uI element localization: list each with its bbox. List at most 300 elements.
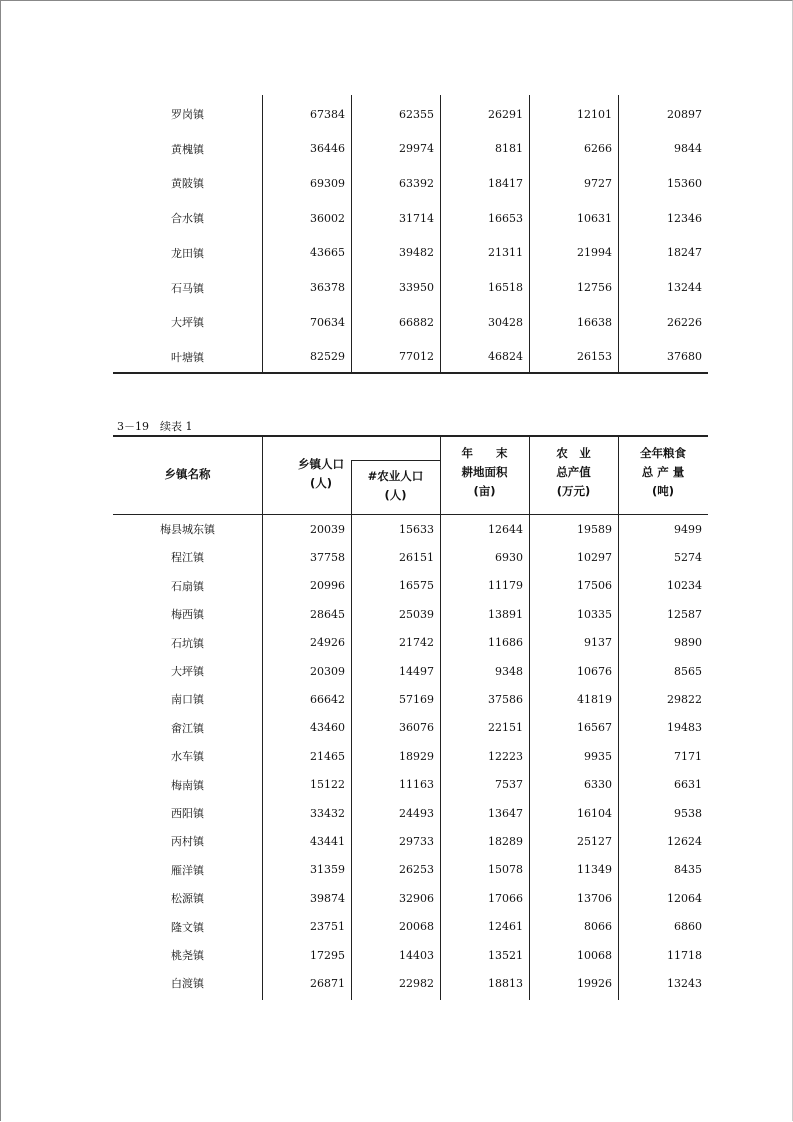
header-grain-line3: (吨) (651, 484, 674, 498)
value: 20039 (310, 522, 345, 536)
value-cell (351, 543, 440, 571)
town-name-cell (113, 100, 262, 128)
value-cell (618, 941, 708, 969)
town-name: 大坪镇 (171, 316, 204, 330)
value: 13647 (488, 806, 523, 820)
town-name: 桃尧镇 (171, 949, 204, 962)
value-cell (618, 913, 708, 941)
town-name: 合水镇 (171, 212, 204, 226)
value-cell (618, 657, 708, 685)
value-cell (618, 274, 708, 302)
value-cell (262, 572, 351, 600)
value: 17066 (488, 891, 523, 905)
value: 6930 (495, 550, 523, 564)
value-cell (529, 204, 618, 232)
value-cell (440, 600, 529, 628)
value-cell (262, 343, 351, 371)
value: 12223 (488, 749, 523, 763)
value-cell (262, 543, 351, 571)
value-cell (529, 343, 618, 371)
value: 25039 (399, 607, 434, 621)
value: 10297 (577, 550, 612, 564)
value: 28645 (310, 607, 345, 621)
value: 9348 (495, 664, 523, 678)
header-output-line1: 农 业 (556, 446, 591, 460)
town-name-cell (113, 343, 262, 371)
value: 29974 (399, 142, 434, 156)
table-row (113, 515, 708, 543)
town-name-cell (113, 239, 262, 267)
value: 6631 (674, 778, 702, 792)
header-grain-line2: 总 产 量 (641, 465, 685, 479)
value-cell (262, 884, 351, 912)
value: 19589 (577, 522, 612, 536)
table-row (113, 827, 708, 855)
value-cell (351, 600, 440, 628)
value: 33432 (310, 806, 345, 820)
value-cell (351, 827, 440, 855)
value-cell (529, 100, 618, 128)
value-cell (618, 515, 708, 543)
value: 20996 (310, 579, 345, 593)
value: 37680 (667, 350, 702, 364)
town-name: 南口镇 (171, 693, 204, 707)
value-cell (618, 856, 708, 884)
value: 26151 (399, 550, 434, 564)
value-cell (440, 827, 529, 855)
header-agri-population-line1: #农业人口 (367, 469, 424, 483)
value-cell (262, 827, 351, 855)
town-name-cell (113, 572, 262, 600)
value: 7537 (495, 778, 523, 792)
value-cell (262, 856, 351, 884)
value-cell (351, 884, 440, 912)
value: 10335 (577, 607, 612, 621)
value: 13521 (488, 948, 523, 962)
value: 13706 (577, 891, 612, 905)
value: 32906 (399, 891, 434, 905)
value: 26871 (310, 976, 345, 990)
value: 66882 (399, 315, 434, 329)
value: 8066 (584, 920, 612, 934)
value: 12064 (667, 891, 702, 905)
value-cell (529, 657, 618, 685)
value: 16575 (399, 579, 434, 593)
value-cell (618, 308, 708, 336)
value-cell (529, 742, 618, 770)
town-name: 水车镇 (171, 750, 204, 764)
value-cell (529, 827, 618, 855)
value: 63392 (399, 176, 434, 190)
value-cell (529, 969, 618, 997)
table-row (113, 572, 708, 600)
value: 6330 (584, 778, 612, 792)
value-cell (618, 742, 708, 770)
value: 24926 (310, 636, 345, 650)
value-cell (351, 572, 440, 600)
value: 12756 (577, 281, 612, 294)
town-name: 石扇镇 (171, 579, 204, 593)
town-name-cell (113, 969, 262, 997)
value-cell (262, 239, 351, 267)
table-row (113, 969, 708, 997)
value-cell (262, 629, 351, 657)
value: 20068 (399, 920, 434, 934)
header-land-line1: 年 末 (461, 446, 508, 460)
value-cell (351, 969, 440, 997)
value: 43665 (310, 246, 345, 260)
value-cell (351, 343, 440, 371)
value-cell (351, 941, 440, 969)
value-cell (262, 169, 351, 197)
value-cell (529, 884, 618, 912)
value: 10631 (577, 211, 612, 225)
table-row (113, 308, 708, 336)
value-cell (618, 239, 708, 267)
value-cell (529, 685, 618, 713)
table-row (113, 714, 708, 742)
town-name: 黄陂镇 (171, 177, 204, 191)
value-cell (440, 799, 529, 827)
value: 57169 (399, 692, 434, 706)
value-cell (351, 204, 440, 232)
value-cell (440, 274, 529, 302)
value-cell (262, 799, 351, 827)
table-row (113, 657, 708, 685)
town-name-cell (113, 308, 262, 336)
value: 14497 (399, 664, 434, 678)
table-row (113, 771, 708, 799)
table-row (113, 799, 708, 827)
value-cell (440, 657, 529, 685)
value: 9890 (674, 636, 702, 650)
value-cell (618, 969, 708, 997)
value: 13243 (667, 976, 702, 990)
value: 29733 (399, 834, 434, 848)
value-cell (262, 941, 351, 969)
table-row (113, 239, 708, 267)
value: 19926 (577, 976, 612, 990)
value: 46824 (488, 350, 523, 364)
value: 6266 (584, 142, 612, 156)
value: 82529 (310, 350, 345, 364)
value-cell (529, 135, 618, 163)
value: 12346 (667, 211, 702, 225)
value: 17295 (310, 948, 345, 962)
value: 16653 (488, 211, 523, 225)
town-name: 畲江镇 (171, 721, 204, 735)
value-cell (440, 308, 529, 336)
value: 9844 (674, 142, 702, 156)
value: 20897 (667, 107, 702, 121)
value: 13244 (667, 281, 702, 294)
town-name: 黄槐镇 (171, 142, 204, 156)
value: 21742 (399, 636, 434, 650)
town-name-cell (113, 685, 262, 713)
header-output-line2: 总产值 (556, 465, 591, 479)
value: 10068 (577, 948, 612, 962)
value-cell (618, 629, 708, 657)
value: 9935 (584, 749, 612, 763)
town-name-cell (113, 274, 262, 302)
value: 18247 (667, 246, 702, 260)
value: 26253 (399, 863, 434, 877)
value-cell (351, 714, 440, 742)
value: 26153 (577, 350, 612, 364)
value: 16104 (577, 806, 612, 820)
value: 31359 (310, 863, 345, 877)
value: 21465 (310, 749, 345, 763)
value: 11686 (488, 636, 523, 650)
value-cell (262, 771, 351, 799)
value: 15078 (488, 863, 523, 877)
value-cell (618, 685, 708, 713)
header-population-line1: 乡镇人口 (298, 457, 344, 471)
value-cell (440, 629, 529, 657)
value-cell (618, 600, 708, 628)
value: 36076 (399, 721, 434, 735)
value: 37758 (310, 550, 345, 564)
value: 33950 (399, 281, 434, 294)
town-name-cell (113, 169, 262, 197)
value-cell (618, 100, 708, 128)
value-cell (529, 572, 618, 600)
town-name: 石坑镇 (171, 636, 204, 650)
table-row (113, 742, 708, 770)
table-caption: 3－19 续表 1 (117, 420, 193, 433)
value-cell (262, 600, 351, 628)
value: 36002 (310, 211, 345, 225)
value: 15122 (310, 778, 345, 792)
town-name: 白渡镇 (171, 977, 204, 991)
value-cell (529, 856, 618, 884)
value-cell (262, 742, 351, 770)
header-grain (618, 444, 708, 501)
town-name: 西阳镇 (171, 807, 204, 820)
value: 36446 (310, 142, 345, 156)
value-cell (351, 856, 440, 884)
value-cell (351, 308, 440, 336)
town-name: 松源镇 (171, 892, 204, 906)
value: 12461 (488, 920, 523, 934)
value: 36378 (310, 281, 345, 294)
value: 21311 (488, 246, 523, 260)
value: 13891 (488, 607, 523, 621)
value-cell (440, 771, 529, 799)
value: 9499 (674, 522, 702, 536)
table-row (113, 941, 708, 969)
town-name-cell (113, 799, 262, 827)
town-name-cell (113, 913, 262, 941)
value-cell (440, 239, 529, 267)
value: 22982 (399, 976, 434, 990)
value: 43460 (310, 721, 345, 735)
value-cell (262, 515, 351, 543)
value-cell (351, 100, 440, 128)
value: 18813 (488, 976, 523, 990)
top-table (113, 95, 708, 375)
town-name-cell (113, 135, 262, 163)
town-name: 丙村镇 (171, 835, 204, 849)
town-name: 雁洋镇 (171, 863, 204, 877)
value-cell (618, 543, 708, 571)
value: 11718 (667, 948, 702, 962)
table-row (113, 685, 708, 713)
town-name-cell (113, 884, 262, 912)
value-cell (351, 685, 440, 713)
value: 39874 (310, 891, 345, 905)
value-cell (351, 799, 440, 827)
table-bottom-rule (113, 372, 708, 374)
header-output (529, 444, 618, 501)
value-cell (440, 169, 529, 197)
table-row (113, 343, 708, 371)
value: 43441 (310, 834, 345, 848)
town-name: 罗岗镇 (171, 108, 204, 121)
value-cell (351, 913, 440, 941)
header-land-line3: (亩) (473, 484, 496, 498)
value-cell (351, 239, 440, 267)
value: 7171 (674, 749, 702, 763)
value: 17506 (577, 579, 612, 593)
value: 20309 (310, 664, 345, 678)
value: 16518 (488, 281, 523, 294)
value-cell (529, 239, 618, 267)
value: 18289 (488, 834, 523, 848)
value: 15633 (399, 522, 434, 536)
value-cell (351, 515, 440, 543)
value: 26226 (667, 315, 702, 329)
value: 26291 (488, 107, 523, 121)
value-cell (618, 169, 708, 197)
value-cell (440, 543, 529, 571)
value: 10234 (667, 579, 702, 593)
value-cell (529, 600, 618, 628)
value-cell (529, 771, 618, 799)
value: 12624 (667, 834, 702, 848)
value: 66642 (310, 692, 345, 706)
value: 12644 (488, 522, 523, 536)
town-name: 龙田镇 (171, 246, 204, 260)
value-cell (351, 274, 440, 302)
value: 9538 (674, 806, 702, 820)
town-name: 大坪镇 (171, 665, 204, 678)
value-cell (440, 714, 529, 742)
value: 41819 (577, 692, 612, 706)
value-cell (440, 100, 529, 128)
value: 10676 (577, 664, 612, 678)
value-cell (440, 343, 529, 371)
town-name: 梅县城东镇 (160, 523, 215, 536)
value-cell (262, 714, 351, 742)
value: 21994 (577, 246, 612, 260)
value-cell (440, 742, 529, 770)
main-table (113, 435, 708, 1000)
value: 18929 (399, 749, 434, 763)
value-cell (529, 629, 618, 657)
value: 8435 (674, 863, 702, 877)
value-cell (351, 135, 440, 163)
town-name: 梅南镇 (171, 778, 204, 792)
value: 11349 (577, 863, 612, 877)
value: 77012 (399, 350, 434, 364)
value-cell (440, 572, 529, 600)
table-row (113, 169, 708, 197)
value-cell (618, 135, 708, 163)
value-cell (440, 913, 529, 941)
value: 9727 (584, 176, 612, 190)
value-cell (618, 799, 708, 827)
header-land-line2: 耕地面积 (461, 465, 508, 479)
value-cell (529, 169, 618, 197)
value: 29822 (667, 692, 702, 706)
header-output-line3: (万元) (556, 484, 591, 498)
town-name-cell (113, 827, 262, 855)
value: 9137 (584, 636, 612, 650)
value: 11163 (399, 778, 434, 792)
town-name-cell (113, 714, 262, 742)
value-cell (440, 969, 529, 997)
value: 67384 (310, 107, 345, 121)
value: 18417 (488, 176, 523, 190)
header-grain-line1: 全年粮食 (640, 446, 686, 460)
town-name-cell (113, 515, 262, 543)
value-cell (618, 572, 708, 600)
value-cell (440, 884, 529, 912)
table-row (113, 543, 708, 571)
value-cell (262, 135, 351, 163)
value: 24493 (399, 806, 434, 820)
value: 16638 (577, 315, 612, 329)
town-name-cell (113, 856, 262, 884)
value-cell (529, 543, 618, 571)
value: 69309 (310, 176, 345, 190)
table-row (113, 913, 708, 941)
value: 62355 (399, 107, 434, 121)
value-cell (262, 274, 351, 302)
value-cell (529, 515, 618, 543)
town-name-cell (113, 600, 262, 628)
value-cell (351, 742, 440, 770)
value: 8565 (674, 664, 702, 678)
value-cell (262, 100, 351, 128)
table-row (113, 884, 708, 912)
value-cell (262, 685, 351, 713)
value-cell (529, 308, 618, 336)
header-agri-population (351, 467, 440, 505)
value-cell (440, 204, 529, 232)
table-row (113, 135, 708, 163)
town-name-cell (113, 941, 262, 969)
value-cell (351, 629, 440, 657)
value: 22151 (488, 721, 523, 735)
header-population-line2: (人) (309, 476, 332, 490)
value-cell (262, 913, 351, 941)
value-cell (351, 169, 440, 197)
header-agri-population-line2: (人) (384, 488, 407, 502)
town-name-cell (113, 742, 262, 770)
value-cell (529, 799, 618, 827)
value: 25127 (577, 834, 612, 848)
value-cell (440, 856, 529, 884)
town-name-cell (113, 771, 262, 799)
town-name-cell (113, 204, 262, 232)
value: 12587 (667, 607, 702, 621)
value-cell (440, 515, 529, 543)
value-cell (529, 941, 618, 969)
table-row (113, 204, 708, 232)
value: 31714 (399, 211, 434, 225)
